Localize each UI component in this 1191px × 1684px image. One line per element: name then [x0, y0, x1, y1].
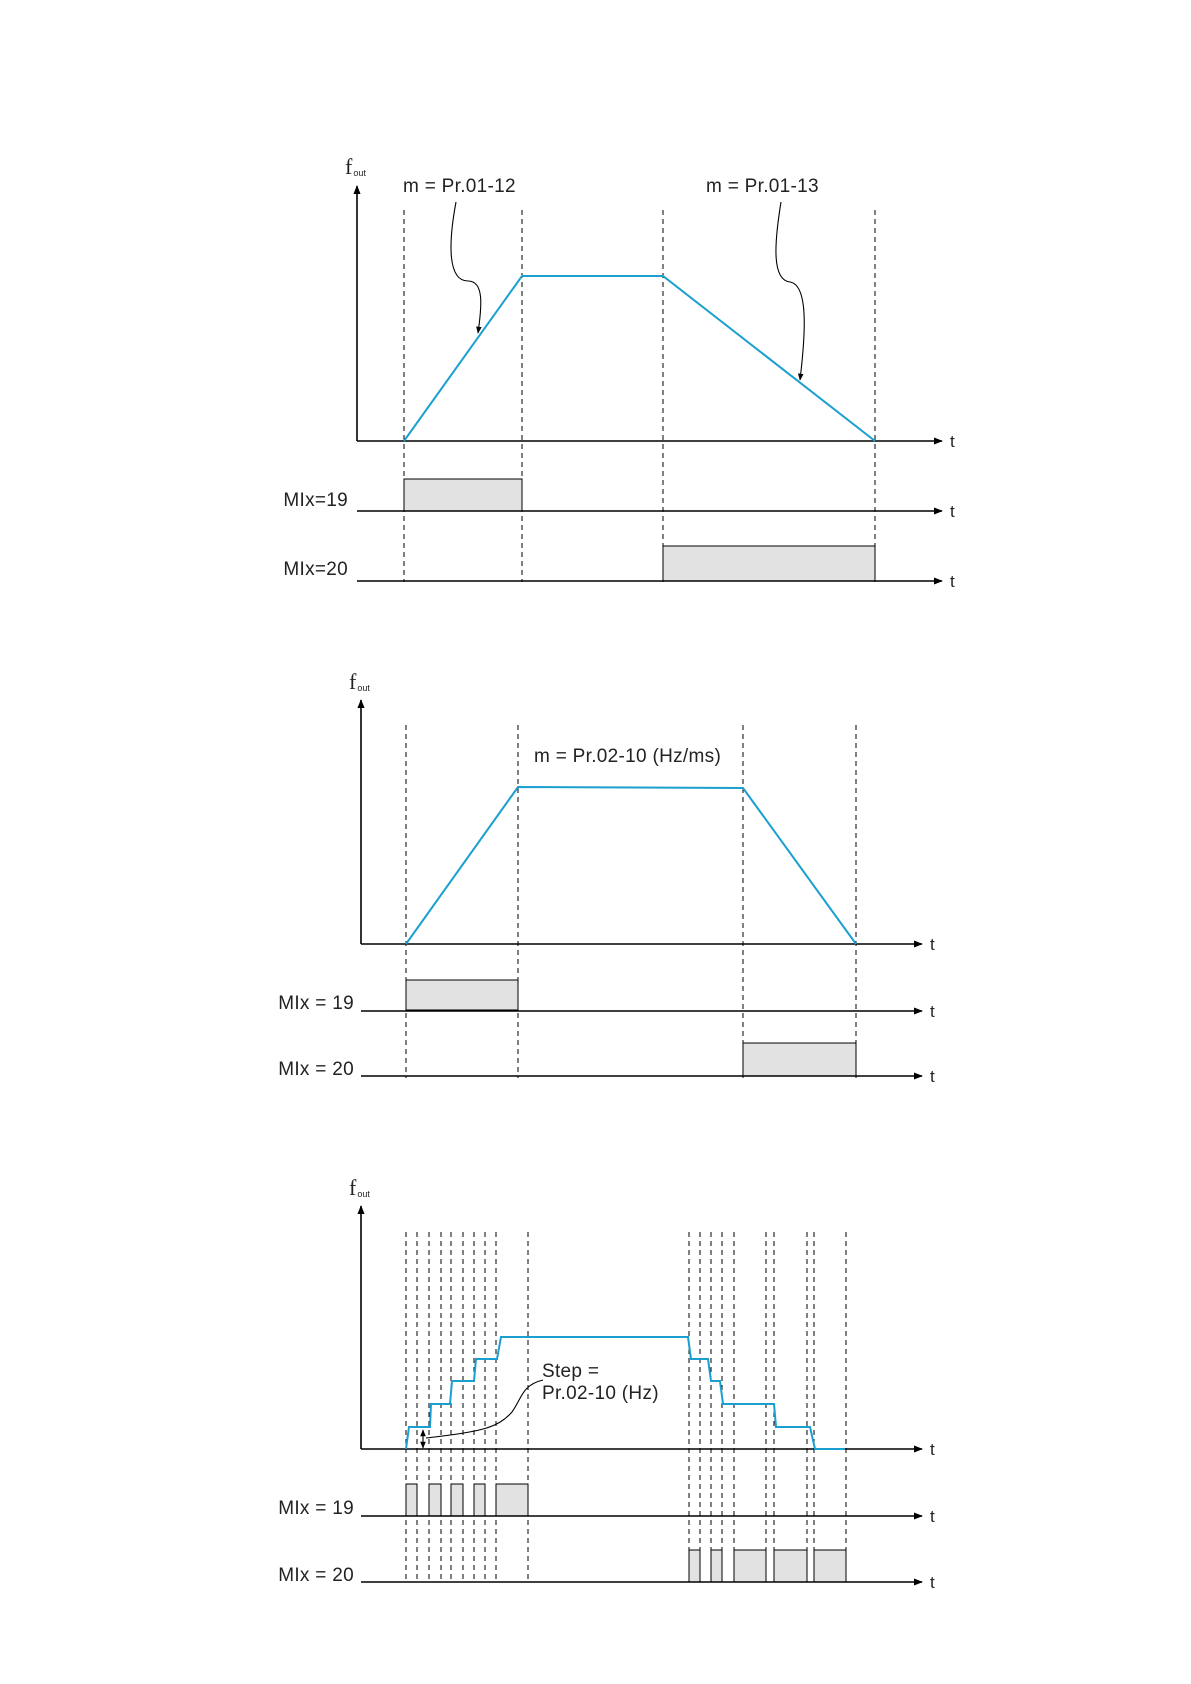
step-label-line1: Step =	[542, 1361, 600, 1382]
input-down-label: MIx = 20	[278, 1565, 354, 1586]
up-pulse	[406, 980, 518, 1010]
up-pulse	[451, 1484, 463, 1516]
up-pulse	[474, 1484, 485, 1516]
up-pulse	[429, 1484, 441, 1516]
up-pulse	[496, 1484, 528, 1516]
freq-axis-label: fout	[345, 154, 366, 179]
time-axis-label: t	[950, 572, 955, 591]
diagram-accel-decel-times	[283, 154, 955, 591]
dashed-guides	[406, 1232, 846, 1582]
up-pulse	[404, 479, 522, 511]
input-down-label: MIx=20	[283, 559, 348, 580]
accel-leader-arrow	[451, 202, 481, 333]
time-axis-label: t	[930, 1573, 935, 1592]
up-pulses	[406, 1484, 528, 1516]
time-axis-label: t	[930, 1440, 935, 1459]
time-axis-label: t	[930, 935, 935, 954]
time-axis-label: t	[930, 1507, 935, 1526]
down-pulse	[734, 1550, 766, 1582]
output-frequency-curve	[406, 787, 856, 944]
input-up-label: MIx=19	[283, 490, 348, 511]
time-axis-label: t	[950, 432, 955, 451]
time-axis-label: t	[930, 1002, 935, 1021]
diagram-ramp-rate	[278, 669, 935, 1086]
time-axis-label: t	[930, 1067, 935, 1086]
down-pulse	[774, 1550, 807, 1582]
down-pulse	[814, 1550, 846, 1582]
output-frequency-curve	[404, 276, 875, 441]
step-label-line2: Pr.02-10 (Hz)	[542, 1383, 659, 1404]
down-pulse	[689, 1550, 700, 1582]
down-pulse	[743, 1043, 856, 1076]
freq-axis-label: fout	[349, 1175, 370, 1200]
freq-axis-label: fout	[349, 669, 370, 694]
diagram-step-mode	[278, 1175, 935, 1592]
time-axis-label: t	[950, 502, 955, 521]
input-up-label: MIx = 19	[278, 993, 354, 1014]
dashed-guides	[406, 725, 856, 1078]
input-down-label: MIx = 20	[278, 1059, 354, 1080]
up-pulse	[406, 1484, 417, 1516]
step-size-indicator	[423, 1361, 659, 1448]
decel-slope-label: m = Pr.01-13	[706, 176, 819, 197]
down-pulse	[663, 546, 875, 581]
accel-slope-label: m = Pr.01-12	[403, 176, 516, 197]
dashed-guides	[404, 210, 875, 582]
input-up-label: MIx = 19	[278, 1498, 354, 1519]
down-pulses	[689, 1550, 846, 1582]
down-pulse	[711, 1550, 722, 1582]
ramp-rate-label: m = Pr.02-10 (Hz/ms)	[534, 746, 722, 767]
decel-leader-arrow	[776, 202, 804, 380]
